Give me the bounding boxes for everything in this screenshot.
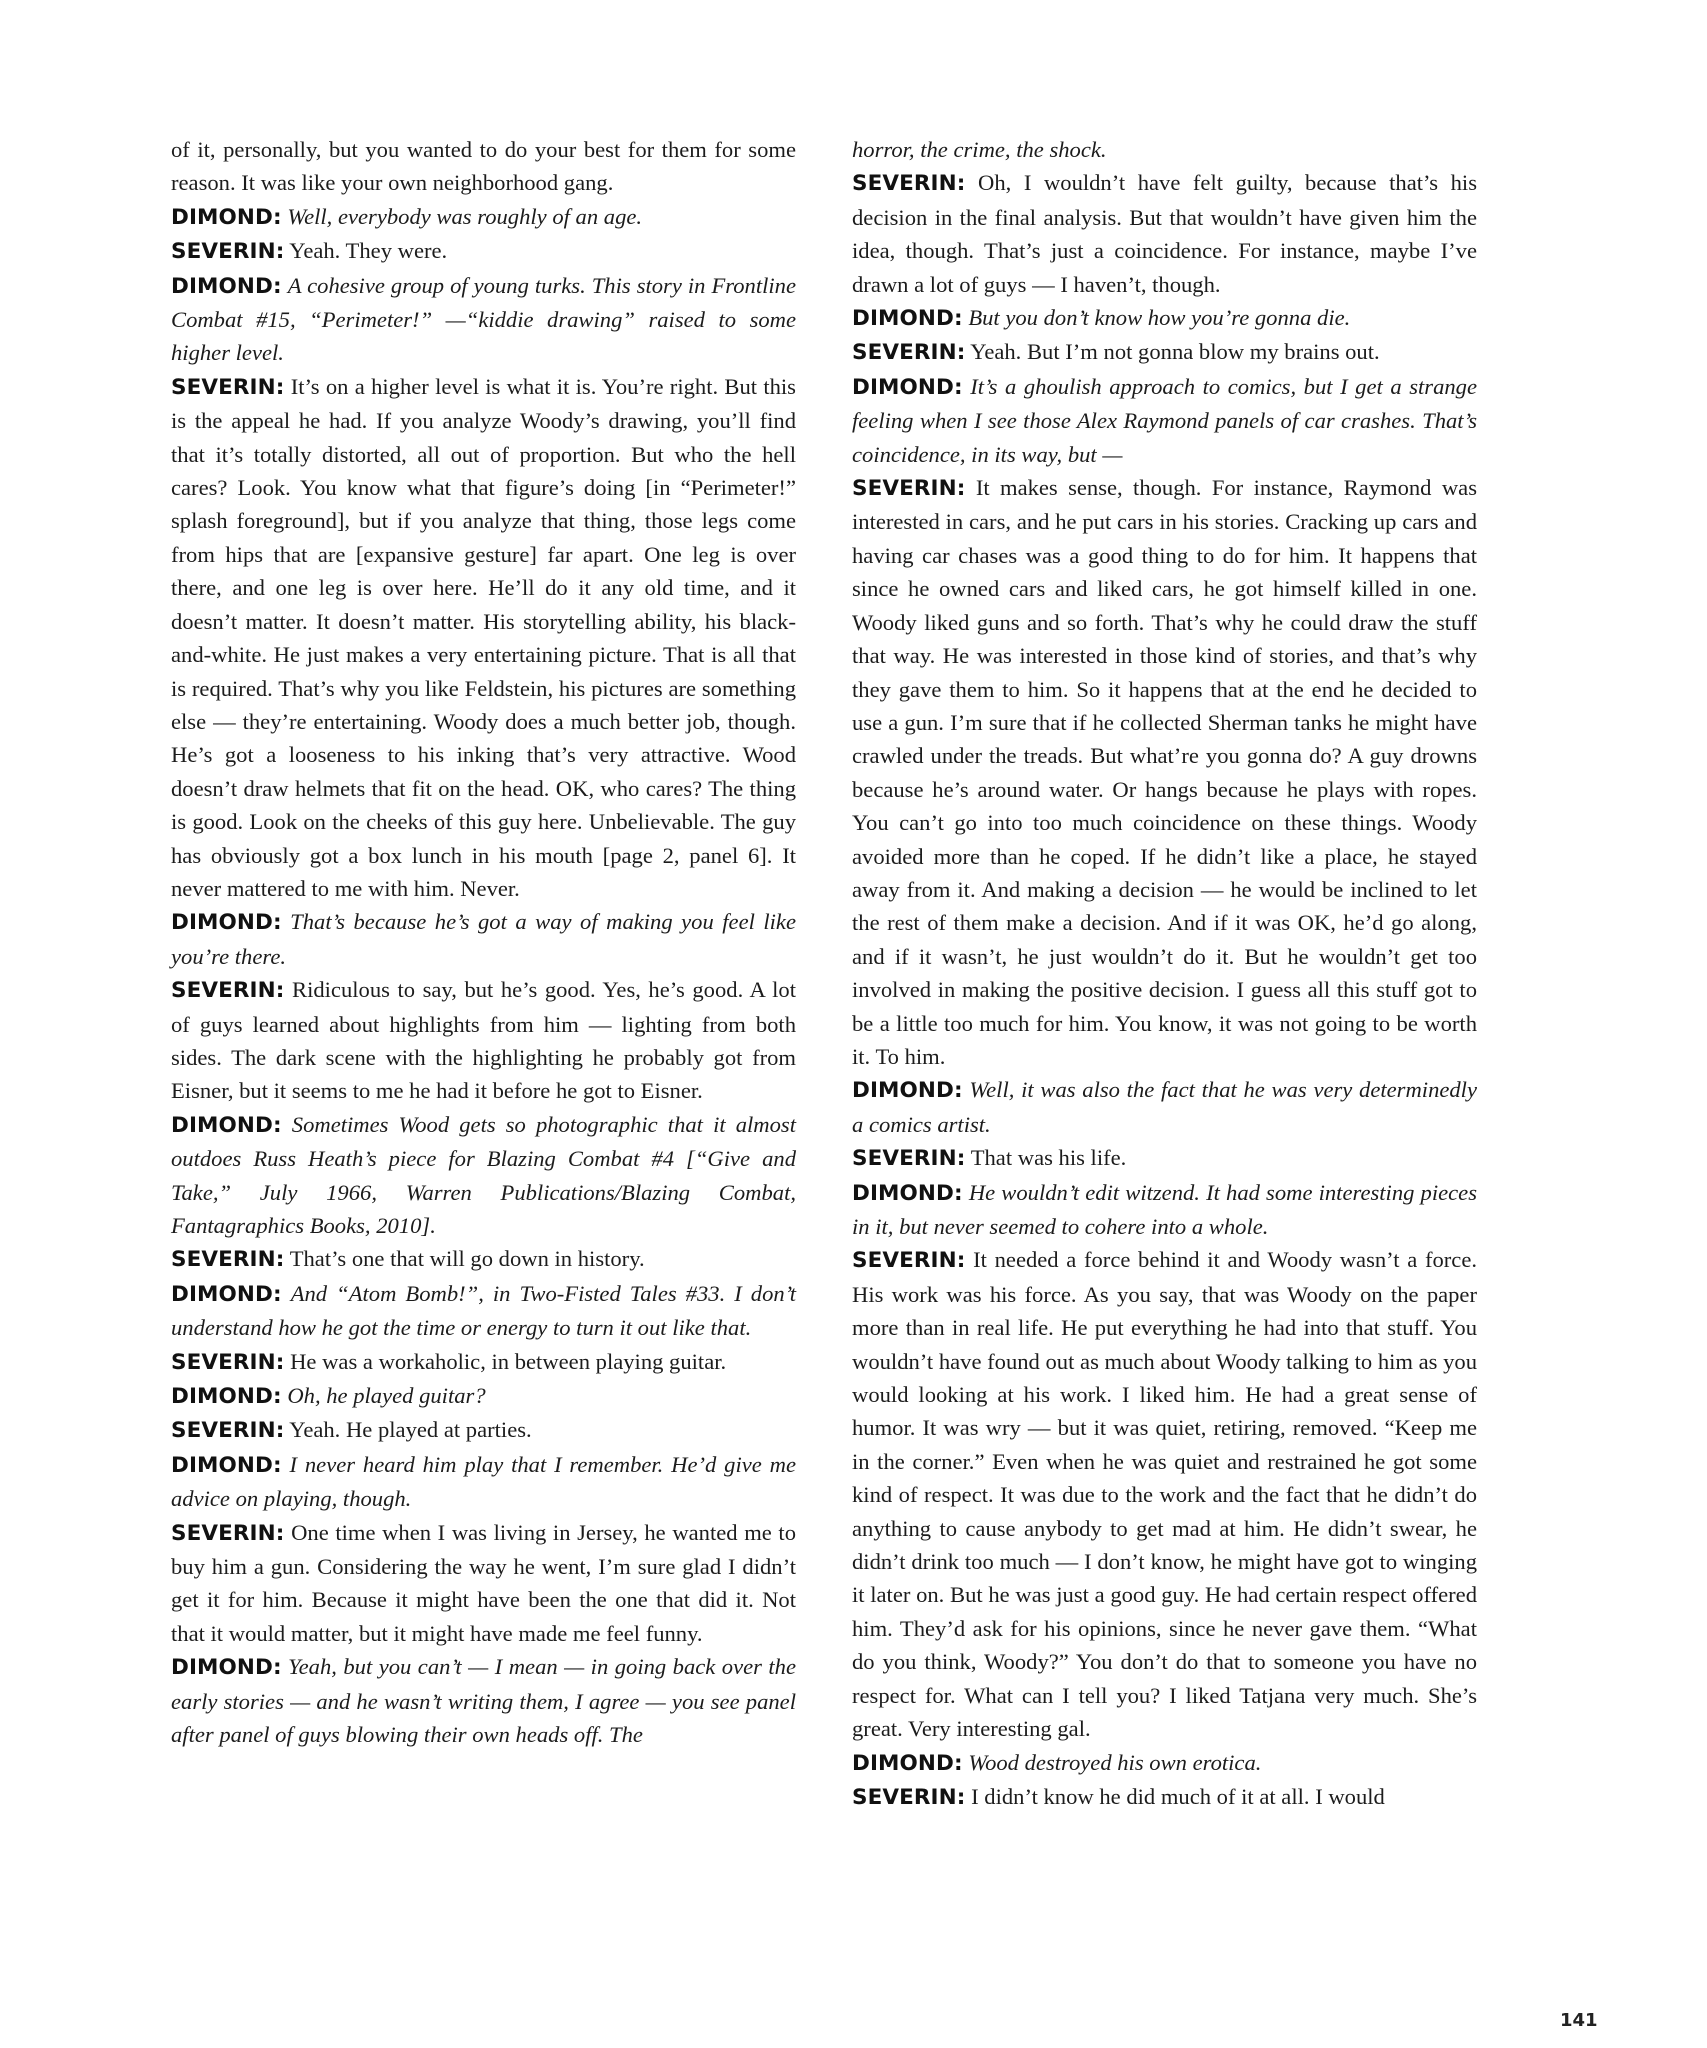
question-text: Oh, he played guitar? [287,1383,486,1409]
interview-paragraph [171,1650,796,1751]
speaker-label: SEVERIN: [171,239,285,265]
speaker-label: SEVERIN: [852,340,966,366]
speaker-label: SEVERIN: [852,1784,966,1810]
question-text: Well, everybody was roughly of an age. [287,203,643,229]
answer-text: It makes sense, though. For instance, Raymond was interested in cars, and he put cars in his stories. Cracking up cars and having car chases was a good thing to do for him. It happens that since he owned cars and liked cars, he got himself killed in one. Woody liked guns and so forth. That’s why he could draw the stuff that way. He was interested in those kind of stories, and that’s why they gave them to him. So it happens that at the end he decided to use a gun. I’m sure that if he collected Sherman tanks he might have crawled under the treads. But what’re you gonna do? A guy drowns because he’s around water. Or hangs because he plays with ropes. You can’t go into too much coincidence on these things. Woody avoided more than he coped. If he didn’t like a place, he stayed away from it. And making a decision — he would be inclined to let the rest of them make a decision. And if it was OK, he’d go along, and if it wasn’t, he just wouldn’t do it. But he wouldn’t get too involved in making the positive decision. I guess all this stuff got to be a little too much for him. You know, it was not going to be worth it. To him. [852,475,1477,1069]
question-text: But you don’t know how you’re gonna die. [968,305,1351,331]
interview-paragraph [852,1243,1477,1745]
question-text: horror, the crime, the shock. [852,137,1107,162]
answer-text: Ridiculous to say, but he’s good. Yes, he’s good. A lot of guys learned about highlights from him — lighting from both sides. The dark scene with the highlighting he probably got from Eisner, but it seems to me he had it before he got to Eisner. [171,977,796,1104]
answer-text: I didn’t know he did much of it at all. I would [971,1783,1385,1809]
interview-paragraph [171,200,796,234]
page-number: 141 [1560,2010,1598,2031]
answer-text: That was his life. [970,1145,1127,1171]
speaker-label: SEVERIN: [171,978,285,1004]
speaker-label: DIMOND: [171,273,282,299]
answer-text: Oh, I wouldn’t have felt guilty, because that’s his decision in the final analysis. But that wouldn’t have given him the idea, though. That’s just a coincidence. For instance, maybe I’ve drawn a lot of guys — I haven’t, though. [852,170,1478,297]
interview-paragraph [171,905,796,973]
interview-paragraph [171,1108,796,1243]
speaker-label: SEVERIN: [852,1146,966,1172]
answer-text: He was a workaholic, in between playing guitar. [290,1348,727,1374]
speaker-label: SEVERIN: [852,1248,966,1274]
interview-paragraph [852,1746,1477,1780]
question-text: Well, it was also the fact that he was very determinedly a comics artist. [852,1077,1477,1137]
speaker-label: SEVERIN: [171,1520,285,1546]
speaker-label: DIMOND: [852,1078,963,1104]
speaker-label: DIMOND: [171,1112,282,1138]
interview-paragraph [852,335,1477,369]
speaker-label: SEVERIN: [852,171,966,197]
speaker-label: SEVERIN: [171,1247,285,1273]
interview-paragraph [852,471,1477,1073]
speaker-label: DIMOND: [171,1655,282,1681]
interview-paragraph [171,1277,796,1345]
answer-text: That’s one that will go down in history. [289,1246,645,1272]
interview-paragraph [852,1780,1477,1814]
question-text: He wouldn’t edit witzend. It had some interesting pieces in it, but never seemed to cohere into a whole. [852,1179,1477,1239]
speaker-label: DIMOND: [171,1384,282,1410]
question-text: I never heard him play that I remember. He’d give me advice on playing, though. [171,1451,796,1512]
interview-paragraph [171,1379,796,1413]
right-text-column [852,133,1477,1814]
interview-paragraph [852,370,1477,471]
interview-paragraph [852,133,1477,166]
interview-paragraph [852,1073,1477,1141]
speaker-label: DIMOND: [852,1180,963,1206]
speaker-label: SEVERIN: [852,476,966,502]
speaker-label: DIMOND: [852,306,963,332]
interview-paragraph [171,269,796,370]
question-text: It’s a ghoulish approach to comics, but I get a strange feeling when I see those Alex Raymond panels of car crashes. That’s coincidence, in its way, but — [852,373,1477,467]
interview-paragraph [171,1242,796,1276]
interview-paragraph [171,1516,796,1651]
speaker-label: DIMOND: [852,374,963,400]
question-text: And “Atom Bomb!”, in Two-Fisted Tales #33. I don’t understand how he got the time or energy to turn it out like that. [171,1280,796,1341]
speaker-label: SEVERIN: [171,374,285,400]
answer-text: Yeah. But I’m not gonna blow my brains out. [970,339,1380,365]
speaker-label: DIMOND: [171,910,282,936]
answer-text: It’s on a higher level is what it is. You’re right. But this is the appeal he had. If you analyze Woody’s drawing, you’ll find that it’s totally distorted, all out of proportion. But who the hell cares? Look. You know what that figure’s doing [in “Perimeter!” splash foreground], but if you analyze that thing, those legs come from hips that are [expansive gesture] far apart. One leg is over there, and one leg is over here. He’ll do it any old time, and it doesn’t matter. It doesn’t matter. His storytelling ability, his black-and-white. He just makes a very entertaining picture. That is all that is required. That’s why you like Feldstein, his pictures are something else — they’re entertaining. Woody does a much better job, though. He’s got a looseness to his inking that’s very attractive. Wood doesn’t draw helmets that fit on the head. OK, who cares? The thing is good. Look on the cheeks of this guy here. Unbelievable. The guy has obviously got a box lunch in his mouth [page 2, panel 6]. It never mattered to me with him. Never. [171,373,796,901]
question-text: Wood destroyed his own erotica. [968,1749,1262,1775]
interview-paragraph [171,1413,796,1447]
interview-paragraph [852,1141,1477,1175]
interview-paragraph [171,370,796,906]
speaker-label: DIMOND: [852,1750,963,1776]
speaker-label: DIMOND: [171,204,282,230]
question-text: A cohesive group of young turks. This story in Frontline Combat #15, “Perimeter!” —“kiddie drawing” raised to some higher level. [171,272,796,366]
speaker-label: SEVERIN: [171,1349,285,1375]
interview-paragraph [171,973,796,1108]
interview-paragraph [852,166,1477,301]
answer-text: One time when I was living in Jersey, he wanted me to buy him a gun. Considering the way he went, I’m sure glad I didn’t get it for him. Because it might have been the one that did it. Not that it would matter, but it might have made me feel funny. [171,1519,796,1646]
speaker-label: DIMOND: [171,1452,282,1478]
question-text: Yeah, but you can’t — I mean — in going back over the early stories — and he wasn’t writing them, I agree — you see panel after panel of guys blowing their own heads off. The [171,1654,796,1748]
question-text: That’s because he’s got a way of making you feel like you’re there. [171,909,796,969]
question-text: Sometimes Wood gets so photographic that it almost outdoes Russ Heath’s piece for Blazing Combat #4 [“Give and Take,” July 1966, Warren Publications/Blazing Combat, Fantagraphics Books, 2010]. [171,1111,796,1238]
speaker-label: DIMOND: [171,1281,282,1307]
answer-text: Yeah. He played at parties. [289,1417,532,1443]
interview-paragraph [171,1448,796,1516]
interview-paragraph [852,301,1477,335]
answer-text: of it, personally, but you wanted to do your best for them for some reason. It was like your own neighborhood gang. [171,137,796,196]
interview-paragraph [171,1345,796,1379]
answer-text: It needed a force behind it and Woody wasn’t a force. His work was his force. As you say, that was Woody on the paper more than in real life. He put everything he had into that stuff. You wouldn’t have found out as much about Woody talking to him as you would looking at his work. I liked him. He had a great sense of humor. It was wry — but it was quiet, retiring, removed. “Keep me in the corner.” Even when he was quiet and restrained he got some kind of respect. It was due to the work and the fact that he didn’t do anything to cause anybody to get mad at him. He didn’t swear, he didn’t drink too much — I don’t know, he might have got to winging it later on. But he was just a good guy. He had certain respect offered him. They’d ask for his opinions, since he never gave them. “What do you think, Woody?” You don’t do that to someone you have no respect for. What can I tell you? I liked Tatjana very much. She’s great. Very interesting gal. [852,1247,1477,1742]
interview-paragraph [171,133,796,200]
interview-paragraph [852,1176,1477,1244]
interview-paragraph [171,234,796,268]
speaker-label: SEVERIN: [171,1418,285,1444]
left-text-column [171,133,796,1752]
answer-text: Yeah. They were. [289,238,448,264]
